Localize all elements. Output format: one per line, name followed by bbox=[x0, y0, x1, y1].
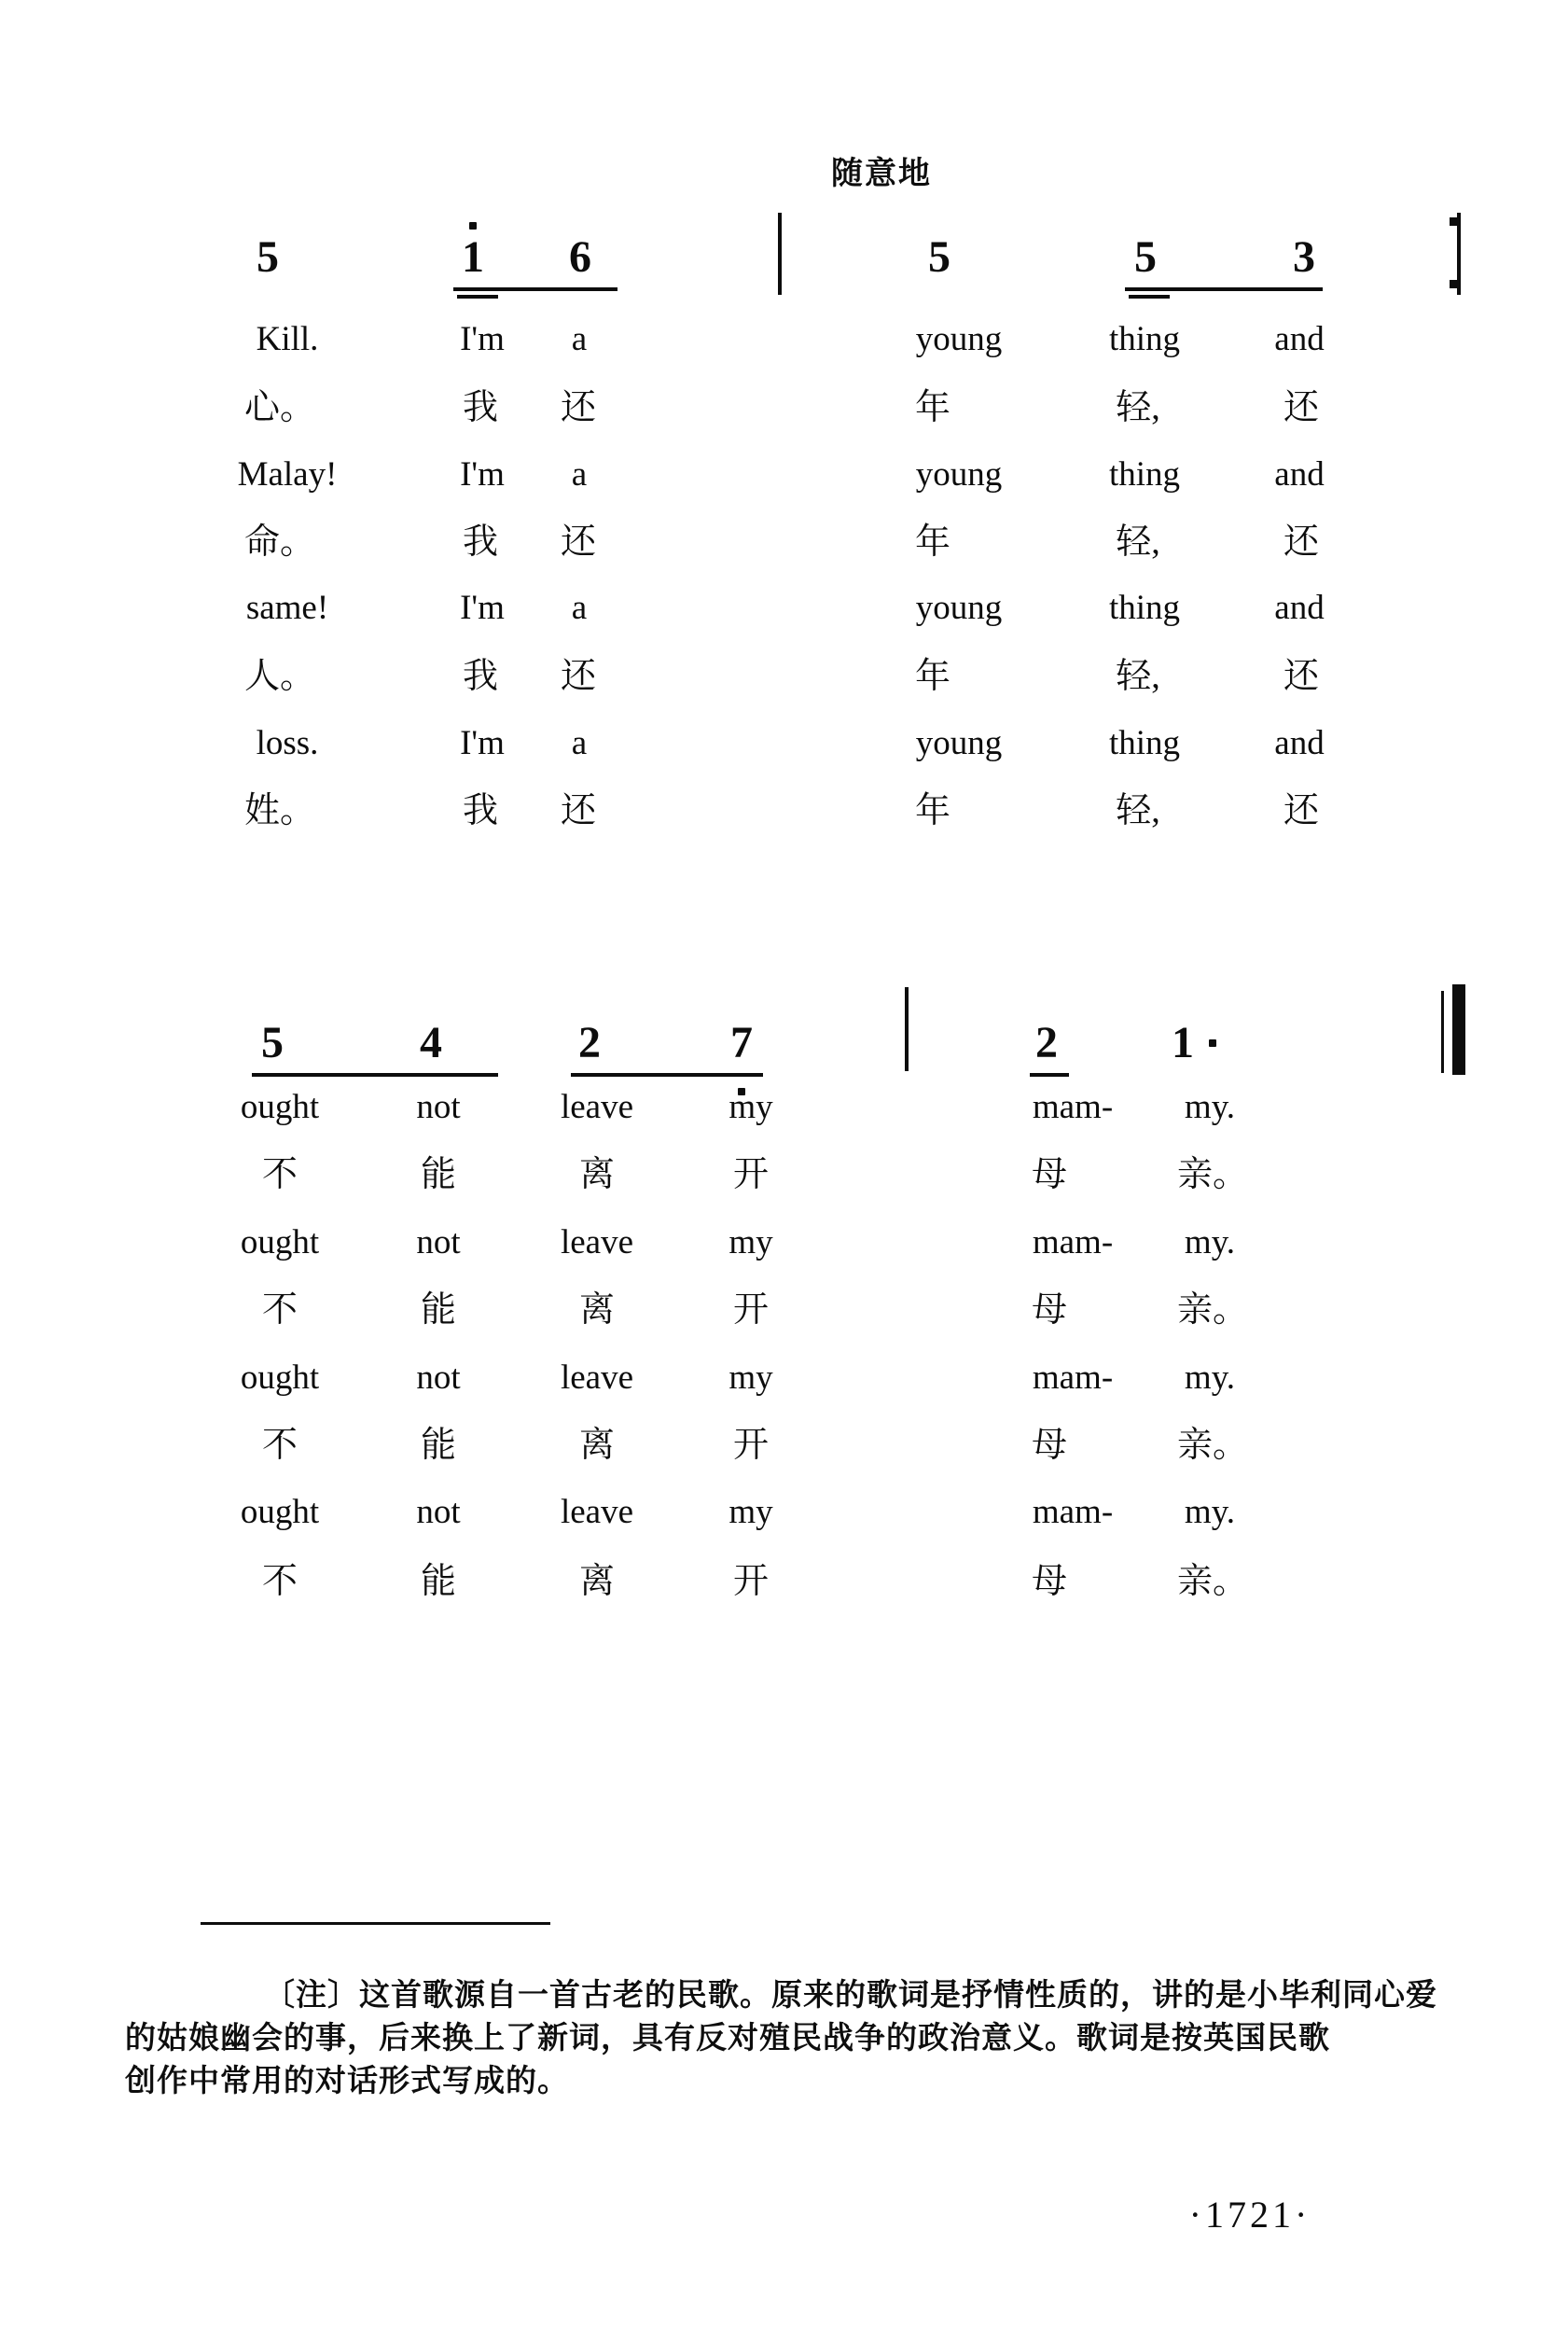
lyric-zh: 离 bbox=[578, 1562, 615, 1601]
lyric-en: my bbox=[728, 1359, 773, 1397]
lyric-zh: 姓。 bbox=[243, 791, 315, 830]
lyric-zh: 能 bbox=[420, 1155, 456, 1194]
jianpu-note: 2 bbox=[578, 1018, 601, 1067]
lyric-zh: 亲。 bbox=[1176, 1290, 1248, 1330]
lyric-zh: 母 bbox=[1031, 1562, 1067, 1601]
lyric-en: and bbox=[1274, 320, 1325, 358]
lyric-en: a bbox=[571, 320, 588, 358]
lyric-en: my. bbox=[1184, 1359, 1236, 1397]
jianpu-note: 6 bbox=[569, 232, 591, 282]
jianpu-note: 2 bbox=[1035, 1018, 1058, 1067]
eighth-note-beam bbox=[252, 1073, 498, 1077]
lyric-en: not bbox=[416, 1493, 461, 1531]
lyric-zh: 不 bbox=[261, 1426, 298, 1465]
lyric-zh: 离 bbox=[578, 1155, 615, 1194]
lyric-zh: 母 bbox=[1031, 1155, 1067, 1194]
lyric-en: ought bbox=[240, 1493, 320, 1531]
lyric-en: my. bbox=[1184, 1493, 1236, 1531]
footnote-text-line-3: 创作中常用的对话形式写成的。 bbox=[125, 2062, 569, 2098]
barline bbox=[1441, 991, 1444, 1073]
eighth-note-beam bbox=[1125, 287, 1323, 291]
lyric-zh: 开 bbox=[732, 1426, 769, 1465]
jianpu-note: 3 bbox=[1293, 232, 1315, 282]
lyric-zh: 年 bbox=[914, 523, 951, 562]
lyric-zh: 母 bbox=[1031, 1290, 1067, 1330]
augmentation-dot bbox=[1209, 1039, 1216, 1047]
jianpu-note: 5 bbox=[928, 232, 951, 282]
lyric-zh: 能 bbox=[420, 1290, 456, 1330]
eighth-note-beam bbox=[453, 287, 617, 291]
lyric-en: young bbox=[915, 320, 1003, 358]
lyric-en: I'm bbox=[460, 455, 505, 494]
jianpu-note: 4 bbox=[420, 1018, 442, 1067]
lyric-en: my bbox=[728, 1223, 773, 1261]
final-barline-thick bbox=[1452, 984, 1465, 1075]
lyric-en: young bbox=[915, 589, 1003, 627]
octave-dot-above bbox=[469, 222, 477, 230]
lyric-zh: 还 bbox=[1283, 523, 1319, 562]
lyric-zh: 不 bbox=[261, 1562, 298, 1601]
lyric-en: leave bbox=[560, 1359, 634, 1397]
lyric-zh: 我 bbox=[462, 388, 498, 427]
lyric-en: not bbox=[416, 1223, 461, 1261]
page-number: ·1721· bbox=[1188, 2194, 1311, 2236]
lyric-zh: 年 bbox=[914, 388, 951, 427]
jianpu-note: 5 bbox=[257, 232, 279, 282]
lyric-zh: 不 bbox=[261, 1155, 298, 1194]
lyric-zh: 还 bbox=[1283, 657, 1319, 696]
lyric-en: a bbox=[571, 724, 588, 762]
footnote-text-line-1: 〔注〕这首歌源自一首古老的民歌。原来的歌词是抒情性质的，讲的是小毕利同心爱 bbox=[264, 1976, 1437, 2013]
lyric-en: leave bbox=[560, 1088, 634, 1126]
lyric-en: not bbox=[416, 1359, 461, 1397]
lyric-en: my. bbox=[1184, 1088, 1236, 1126]
tempo-marking: 随意地 bbox=[831, 155, 932, 192]
lyric-zh: 心。 bbox=[243, 388, 315, 427]
lyric-en: thing bbox=[1108, 589, 1181, 627]
lyric-en: and bbox=[1274, 724, 1325, 762]
barline bbox=[778, 213, 782, 295]
lyric-en: my bbox=[728, 1088, 773, 1126]
lyric-zh: 轻, bbox=[1116, 523, 1160, 562]
lyric-en: mam- bbox=[1032, 1223, 1114, 1261]
lyric-zh: 还 bbox=[1283, 388, 1319, 427]
lyric-zh: 离 bbox=[578, 1426, 615, 1465]
lyric-en: ought bbox=[240, 1359, 320, 1397]
lyric-en: and bbox=[1274, 455, 1325, 494]
footnote-divider bbox=[201, 1922, 550, 1925]
eighth-note-beam bbox=[457, 295, 498, 299]
lyric-en: young bbox=[915, 724, 1003, 762]
jianpu-note: 1 bbox=[1172, 1018, 1194, 1067]
lyric-en: Malay! bbox=[237, 455, 338, 494]
lyric-zh: 能 bbox=[420, 1562, 456, 1601]
lyric-en: not bbox=[416, 1088, 461, 1126]
lyric-en: mam- bbox=[1032, 1088, 1114, 1126]
lyric-en: Kill. bbox=[256, 320, 319, 358]
lyric-en: mam- bbox=[1032, 1359, 1114, 1397]
lyric-en: thing bbox=[1108, 724, 1181, 762]
lyric-zh: 母 bbox=[1031, 1426, 1067, 1465]
lyric-zh: 轻, bbox=[1116, 657, 1160, 696]
lyric-zh: 年 bbox=[914, 657, 951, 696]
lyric-en: loss. bbox=[256, 724, 319, 762]
lyric-en: thing bbox=[1108, 455, 1181, 494]
lyric-en: young bbox=[915, 455, 1003, 494]
lyric-zh: 亲。 bbox=[1176, 1155, 1248, 1194]
jianpu-note: 5 bbox=[1134, 232, 1157, 282]
lyric-en: I'm bbox=[460, 320, 505, 358]
lyric-zh: 轻, bbox=[1116, 388, 1160, 427]
lyric-en: thing bbox=[1108, 320, 1181, 358]
barline-tick bbox=[1450, 280, 1457, 288]
lyric-zh: 开 bbox=[732, 1155, 769, 1194]
lyric-zh: 不 bbox=[261, 1290, 298, 1330]
eighth-note-beam bbox=[571, 1073, 763, 1077]
lyric-zh: 我 bbox=[462, 791, 498, 830]
eighth-note-beam bbox=[1129, 295, 1170, 299]
jianpu-note: 7 bbox=[730, 1018, 753, 1067]
lyric-en: leave bbox=[560, 1223, 634, 1261]
lyric-zh: 人。 bbox=[243, 657, 315, 696]
lyric-en: a bbox=[571, 455, 588, 494]
lyric-en: and bbox=[1274, 589, 1325, 627]
lyric-en: ought bbox=[240, 1223, 320, 1261]
lyric-en: my. bbox=[1184, 1223, 1236, 1261]
lyric-en: mam- bbox=[1032, 1493, 1114, 1531]
lyric-zh: 年 bbox=[914, 791, 951, 830]
lyric-en: leave bbox=[560, 1493, 634, 1531]
barline bbox=[1457, 213, 1461, 295]
lyric-zh: 命。 bbox=[243, 523, 315, 562]
lyric-zh: 离 bbox=[578, 1290, 615, 1330]
lyric-zh: 还 bbox=[560, 791, 596, 830]
lyric-zh: 还 bbox=[560, 523, 596, 562]
jianpu-note: 5 bbox=[261, 1018, 284, 1067]
lyric-zh: 开 bbox=[732, 1562, 769, 1601]
lyric-zh: 亲。 bbox=[1176, 1562, 1248, 1601]
lyric-zh: 能 bbox=[420, 1426, 456, 1465]
lyric-zh: 还 bbox=[560, 388, 596, 427]
lyric-zh: 还 bbox=[560, 657, 596, 696]
lyric-zh: 亲。 bbox=[1176, 1426, 1248, 1465]
lyric-zh: 轻, bbox=[1116, 791, 1160, 830]
lyric-en: I'm bbox=[460, 589, 505, 627]
eighth-note-beam bbox=[1030, 1073, 1069, 1077]
lyric-en: same! bbox=[245, 589, 329, 627]
lyric-zh: 开 bbox=[732, 1290, 769, 1330]
lyric-en: I'm bbox=[460, 724, 505, 762]
lyric-zh: 还 bbox=[1283, 791, 1319, 830]
lyric-en: ought bbox=[240, 1088, 320, 1126]
lyric-zh: 我 bbox=[462, 657, 498, 696]
barline bbox=[905, 987, 909, 1071]
footnote-text-line-2: 的姑娘幽会的事，后来换上了新词，具有反对殖民战争的政治意义。歌词是按英国民歌 bbox=[125, 2019, 1330, 2055]
jianpu-note: 1 bbox=[462, 232, 484, 282]
lyric-en: a bbox=[571, 589, 588, 627]
lyric-en: my bbox=[728, 1493, 773, 1531]
lyric-zh: 我 bbox=[462, 523, 498, 562]
barline-tick bbox=[1450, 217, 1457, 226]
